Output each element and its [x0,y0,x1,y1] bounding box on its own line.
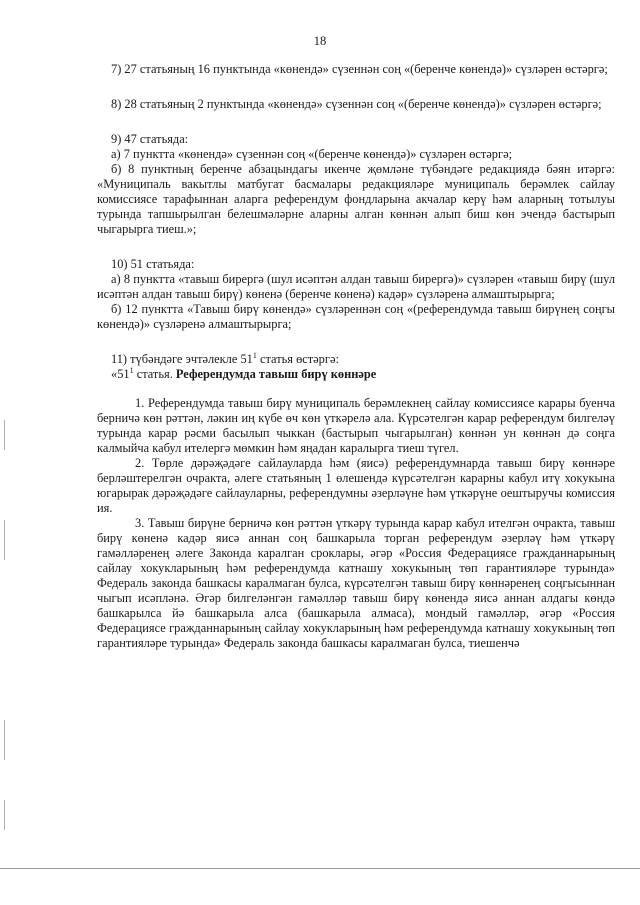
article-paragraph-2: 2. Төрле дәрәҗәдәге сайлауларда һәм (яисә) референдумнарда тавыш бирү көннәре берләштерелгән очракта, әлеге статьяның 1 өлешендә күрсәтелгән карарны кабул итү хокукына югарырак дәрәҗәдәге сайлауларны, референдумны әзерләүне һәм үткәрүне оештыручы комиссия ия. [97,456,615,515]
scan-margin-mark [4,420,5,450]
scan-margin-mark [4,520,5,560]
page-number: 18 [313,34,327,48]
article-title: Референдумда тавыш бирү көннәре [175,367,377,381]
scan-bottom-edge [0,868,640,869]
article-paragraph-3: 3. Тавыш бирүне берничә көн рәттән үткәрү турында карар кабул ителгән очракта, тавыш бирү көненә кадәр яисә аннан соң башкарыла торган референдум әзерләү һәм үткәрү гамәлләренең әлеге Законда каралган сроклары, әгәр «Россия Федерациясе гражданнарының сайлау хокукларының һәм референдумда катнашу хокукының төп гарантияләре турында» Федераль законда башкасы каралмаган булса, күрсәтелгән тавыш бирү көннәренең соңгысыннан чыгып исәпләнә. Әгәр билгеләнгән гамәлләр тавыш бирү көнендә яисә аннан алдагы көндә башкарылса йә башкарыла алса (башкарыла алмаса), мондый гамәлләр, әгәр «Россия Федерациясе гражданнарының сайлау хокукларының һәм референдумда катнашу хокукының төп гарантияләре турында» Федераль законда башкасы каралмаган булса, тиешенчә [97,516,615,650]
amendment-item-8: 8) 28 статьяның 2 пунктында «көнендә» сүзеннән соң «(беренче көнендә)» сүзләрен өстәргә; [111,97,602,111]
document-body [97,62,615,651]
scan-margin-mark [4,800,5,830]
amendment-item-9-b: б) 8 пунктның беренче абзацындагы икенче җөмләне түбәндәге редакциядә бәян итәргә: «Муниципаль вакытлы матбугат басмалары редакцияләре муниципаль берәмлек сайлау комиссиясе тарафыннан аларга референдум фондларына акчалар керү һәм аларның тотылуы турында тапшырылган белешмәләрне аларны алган көннән алып биш көн эчендә бастырып чыгарырга тиеш.»; [97,162,615,236]
article-paragraph-1: 1. Референдумда тавыш бирү муниципаль берәмлекнең сайлау комиссиясе карары буенча берничә көн рәттән, ләкин иң күбе өч көн үткәрелә ала. Күрсәтелгән карар референдум билгеләү турында карар рәсми басылып чыккан (бастырып чыгарылган) көннән ун көннән дә соңга калмыйча кабул ителергә мөмкин һәм яңадан каралырга тиеш түгел. [97,396,615,455]
article-heading: «$51^1$ статья. Референдумда тавыш бирү көннәре [111,365,377,381]
amendment-item-10-heading: 10) 51 статьяда: [111,257,195,271]
amendment-item-9-a: а) 7 пунктта «көнендә» сүзеннән соң «(беренче көнендә)» сүзләрен өстәргә; [111,147,513,161]
amendment-item-10-a: а) 8 пунктта «тавыш бирергә (шул исәптән алдан тавыш бирергә)» сүзләрен «тавыш бирү (шул исәптән алдан тавыш бирү) көненә (беренче көненә) кадәр» сүзләренә алмаштырырга; [97,272,615,301]
amendment-item-10-b: б) 12 пунктта «Тавыш бирү көнендә» сүзләреннән соң «(референдумда тавыш бирүнең соңгы көнендә)» сүзләренә алмаштырырга; [97,302,615,331]
scan-margin-mark [4,720,5,760]
amendment-item-9-heading: 9) 47 статьяда: [111,132,189,146]
amendment-item-7: 7) 27 статьяның 16 пунктында «көнендә» сүзеннән соң «(беренче көнендә)» сүзләрен өстәргә; [111,62,608,76]
amendment-item-11-heading: 11) түбәндәге эчтәлекле $51^1$ статья өстәргә: [111,350,339,366]
